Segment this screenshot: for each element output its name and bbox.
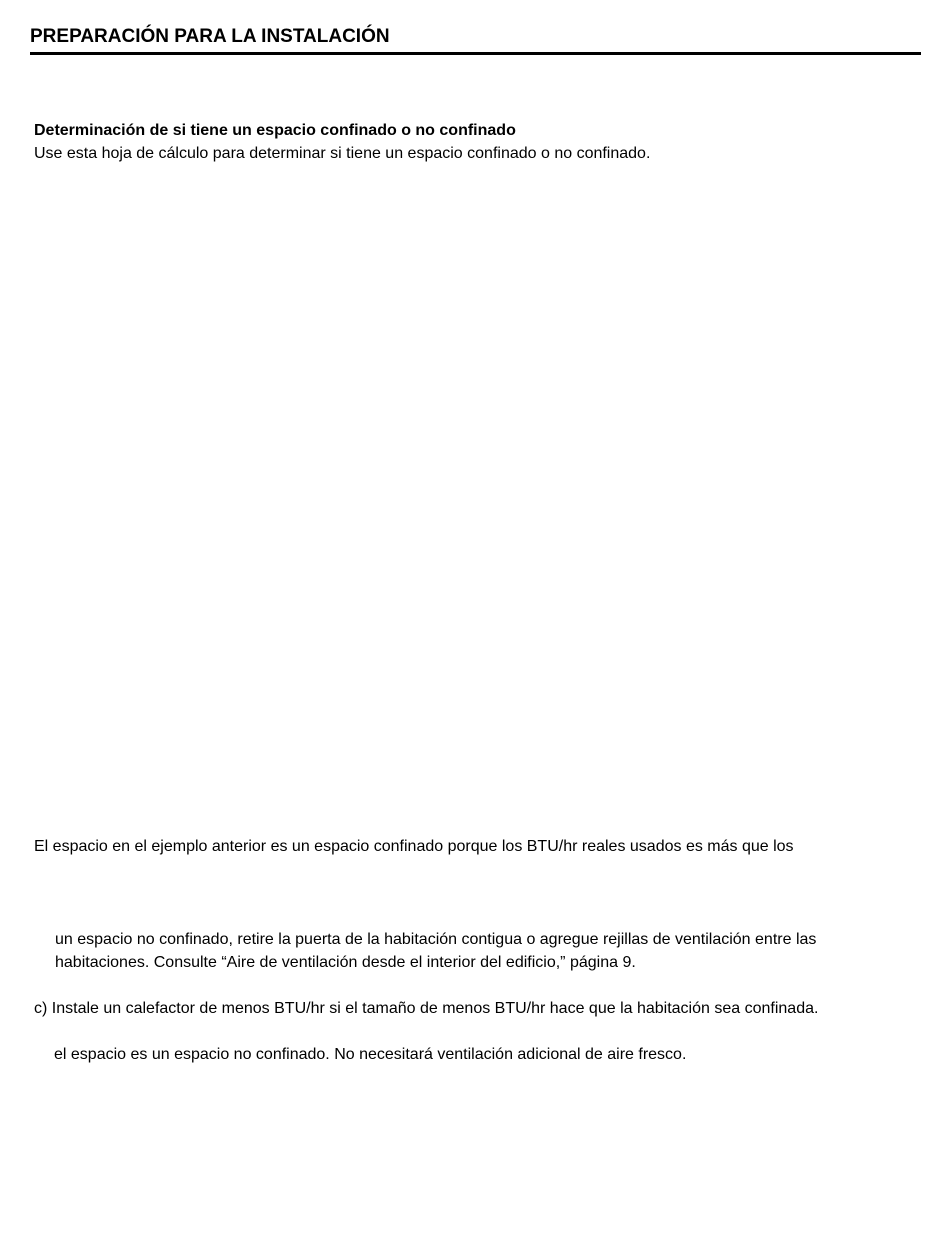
option-c-text: c) Instale un calefactor de menos BTU/hr si el tamaño de menos BTU/hr hace que la habitación sea confinada. — [34, 1000, 819, 1017]
option-b-text-line1: un espacio no confinado, retire la puerta de la habitación contigua o agregue rejillas de ventilación entre las — [55, 931, 817, 948]
page-header-title: PREPARACIÓN PARA LA INSTALACIÓN — [30, 26, 390, 47]
section-heading: Determinación de si tiene un espacio confinado o no confinado — [34, 122, 516, 139]
option-b-text-line2: habitaciones. Consulte “Aire de ventilación desde el interior del edificio,” página 9. — [55, 954, 636, 971]
example-conclusion-text: El espacio en el ejemplo anterior es un espacio confinado porque los BTU/hr reales usados es más que los — [34, 838, 794, 855]
header-divider — [30, 52, 921, 55]
unconfined-note-text: el espacio es un espacio no confinado. No necesitará ventilación adicional de aire fresco. — [54, 1046, 687, 1063]
section-intro: Use esta hoja de cálculo para determinar si tiene un espacio confinado o no confinado. — [34, 145, 651, 162]
